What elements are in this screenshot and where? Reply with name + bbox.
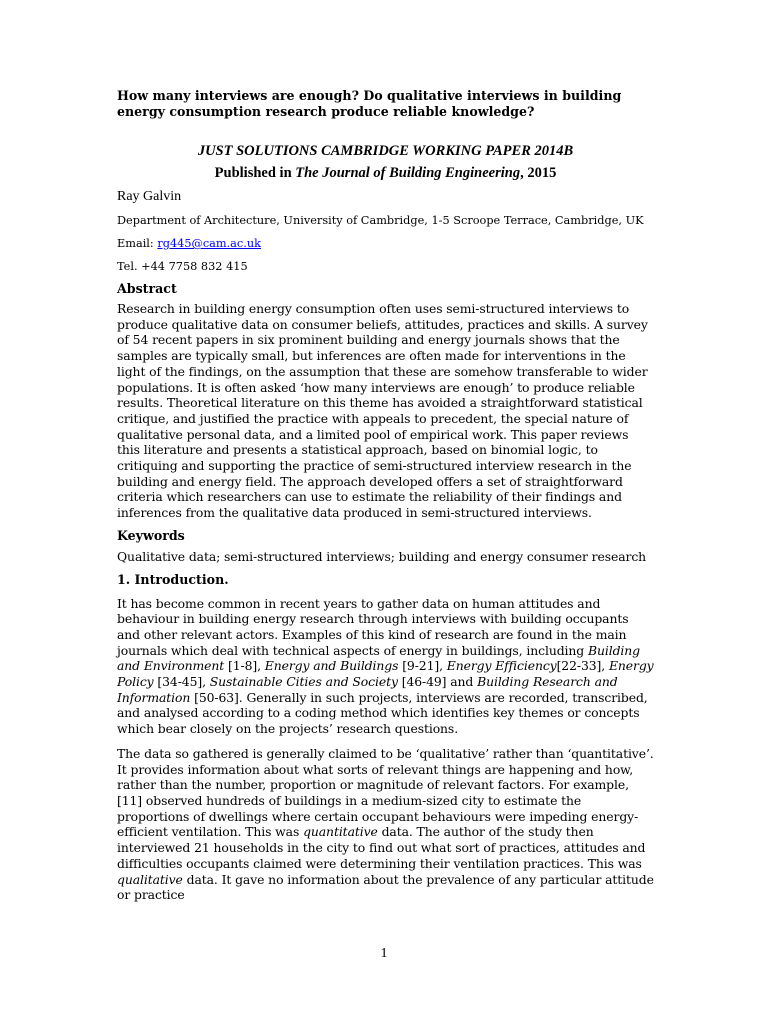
keywords-heading: Keywords <box>117 527 185 543</box>
p2-text-b: data. The author of the study then interviewed 21 households in the city to find out what sort of practices, attitudes and difficulties occupants claimed were determining their ventilation practices. This was <box>117 824 646 871</box>
p1-ref-4: [34-45], <box>153 674 210 690</box>
keywords-text: Qualitative data; semi-structured interviews; building and energy consumer research <box>117 548 647 564</box>
publication-note <box>117 165 654 182</box>
p2-text-c: data. It gave no information about the prevalence of any particular attitude or practice <box>117 871 654 903</box>
email-label: Email: <box>117 237 158 250</box>
p1-text-a: It has become common in recent years to gather data on human attitudes and behaviour in building energy research through interviews with building occupants and other relevant actors. Examples of this kind of research are found in the main journals which deal with technical aspects of energy in buildings, including <box>117 595 629 658</box>
journal-energy-efficiency: Energy Efficiency <box>446 658 557 674</box>
p1-ref-1: [1-8], <box>224 658 265 674</box>
paper-title: How many interviews are enough? Do qualitative interviews in building energy consumption research produce reliable knowledge? <box>117 88 622 119</box>
author-name: Ray Galvin <box>117 189 182 204</box>
introduction-heading: 1. Introduction. <box>117 571 229 587</box>
p1-ref-3: [22-33], <box>556 658 609 674</box>
abstract-text: Research in building energy consumption often uses semi-structured interviews to produce qualitative data on consumer beliefs, attitudes, practices and skills. A survey of 54 recent papers in six prominent building and energy journals shows that the samples are typically small, but inferences are often made for interventions in the light of the findings, on the assumption that these are somehow transferable to wider populations. It is often asked ‘how many interviews are enough’ to produce reliable results. Theoretical literature on this theme has avoided a straightforward statistical critique, and justified the practice with appeals to precedent, the special nature of qualitative personal data, and a limited pool of empirical work. This paper reviews this literature and presents a statistical approach, based on binomial logic, to critiquing and supporting the practice of semi-structured interview research in the building and energy field. The approach developed offers a set of straightforward criteria which researchers can use to estimate the reliability of their findings and inferences from the qualitative data produced in semi-structured interviews. <box>117 301 648 521</box>
email-link[interactable]: rg445@cam.ac.uk <box>157 237 261 250</box>
p2-text-a: The data so gathered is generally claimed to be ‘qualitative’ rather than ‘quantitative’. It provides information about what sorts of relevant things are happening and how, rather than the number, proportion or magnitude of relevant factors. For example, [11] observed hundreds of buildings in a medium-sized city to estimate the proportions of dwellings where certain occupant behaviours were impeding energy-efficient ventilation. This was <box>117 745 654 840</box>
introduction-paragraph-2 <box>117 746 654 903</box>
telephone: Tel. +44 7758 832 415 <box>117 260 248 273</box>
p2-emphasis-qualitative: qualitative <box>117 871 183 887</box>
p1-ref-6: [50-63]. Generally in such projects, interviews are recorded, transcribed, and analysed according to a coding method which identifies key themes or concepts which bear closely on the projects’ research questions. <box>117 689 648 737</box>
journal-sustainable-cities: Sustainable Cities and Society <box>209 674 398 690</box>
page-number: 1 <box>380 946 388 961</box>
published-year: , 2015 <box>520 165 557 181</box>
journal-name: The Journal of Building Engineering <box>295 165 521 181</box>
journal-building-environment: Building and Environment <box>117 642 640 674</box>
introduction-paragraph-1 <box>117 596 654 737</box>
abstract-heading: Abstract <box>117 281 177 296</box>
published-prefix: Published in <box>214 165 296 181</box>
working-paper-series: JUST SOLUTIONS CAMBRIDGE WORKING PAPER 2014B <box>197 143 574 159</box>
journal-building-research: Building Research and Information <box>117 674 618 705</box>
email-line <box>117 237 654 251</box>
journal-energy-buildings: Energy and Buildings <box>264 658 399 674</box>
p2-emphasis-quantitative: quantitative <box>303 824 378 840</box>
p1-ref-5: [46-49] and <box>397 674 478 690</box>
journal-energy-policy: Energy Policy <box>117 658 654 690</box>
p1-ref-2: [9-21], <box>398 658 447 674</box>
affiliation: Department of Architecture, University of Cambridge, 1-5 Scroope Terrace, Cambridge, UK <box>117 214 644 227</box>
paper-page <box>117 88 654 903</box>
